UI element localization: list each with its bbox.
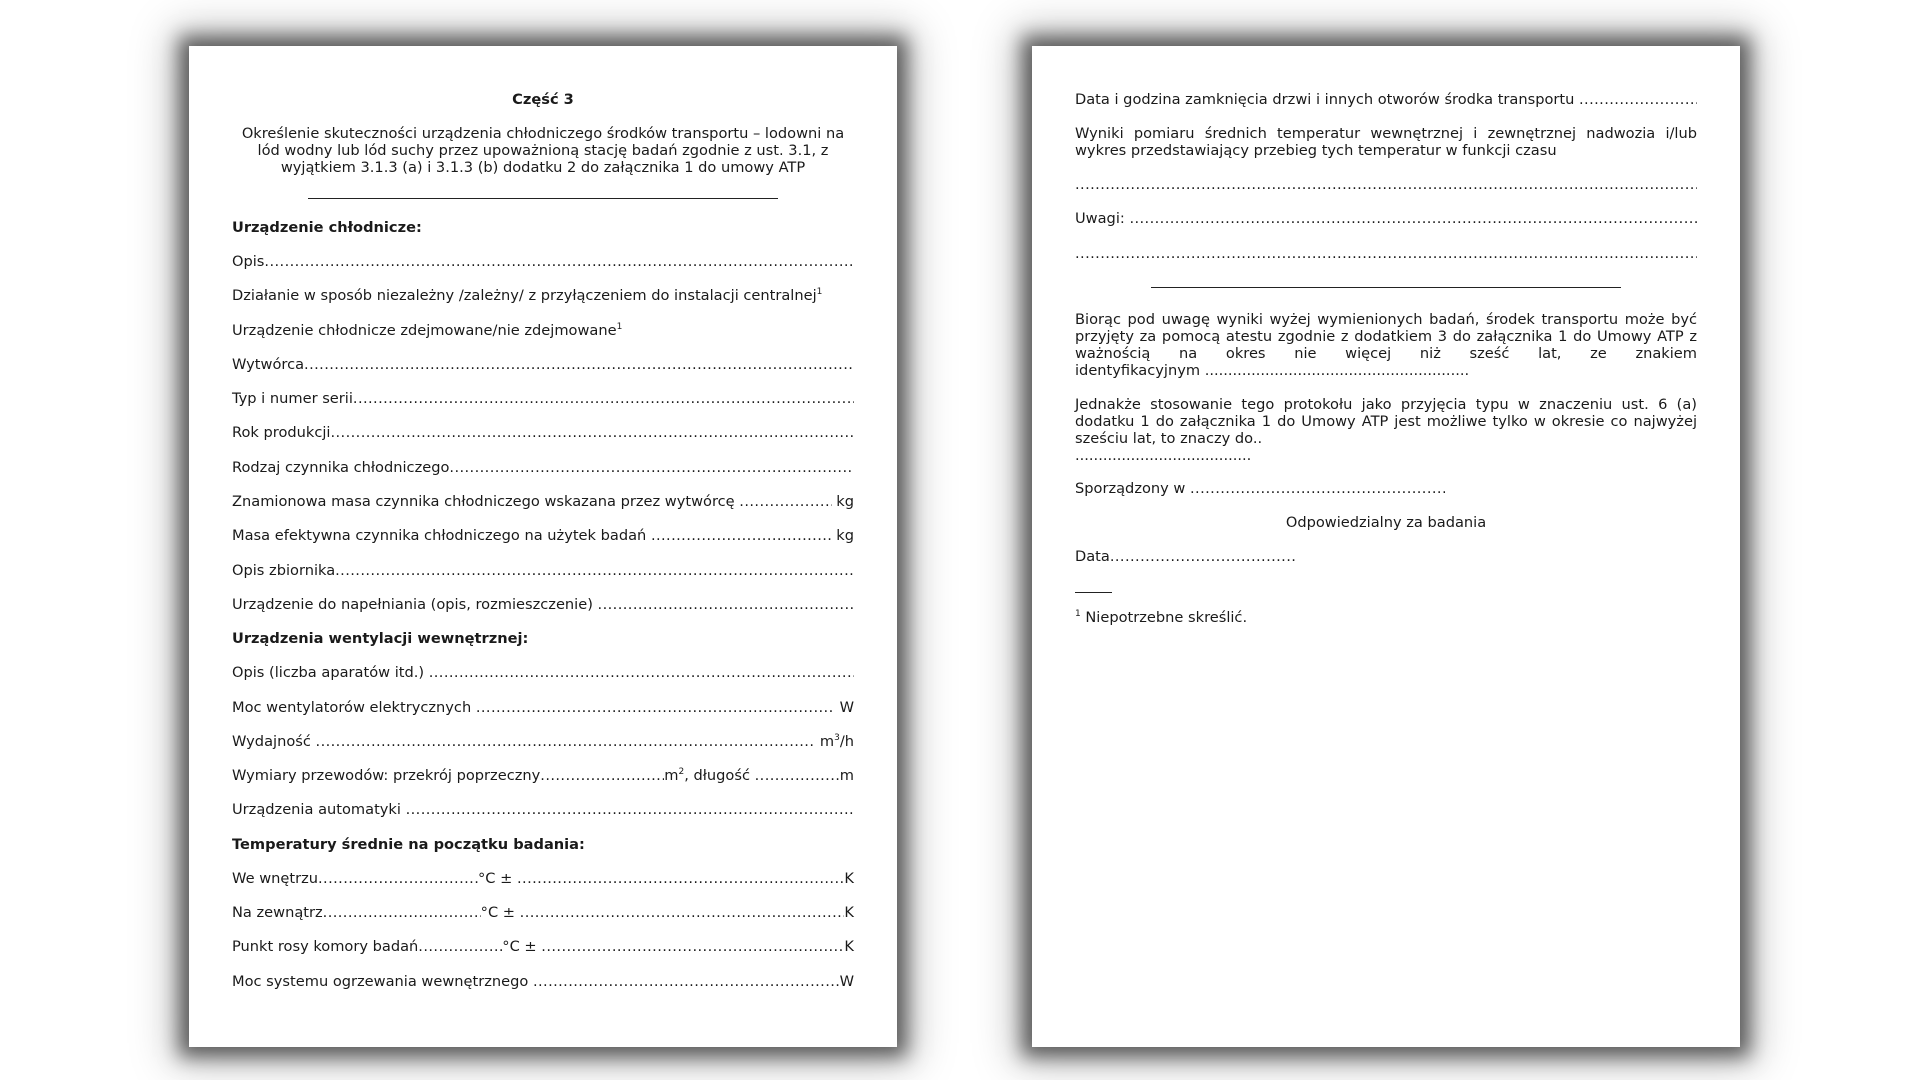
page-subtitle: Określenie skuteczności urządzenia chłodniczego środków transportu – lodowni na lód wodny lub lód suchy przez upoważnioną stację badań zgodnie z ust. 3.1, z wyjątkiem 3.1.3 (a) i 3.1.3 (b) dodatku 2 do załącznika 1 do umowy ATP [241,125,845,176]
field-label: Znamionowa masa czynnika chłodniczego wskazana przez wytwórcę [232,493,735,511]
field-zbiornik[interactable] [232,554,854,588]
field-uwagi[interactable] [1075,202,1697,236]
field-label: Data i godzina zamknięcia drzwi i innych otworów środka transportu [1075,91,1575,108]
unit-label: °C ± [502,938,537,956]
responsible-label: Odpowiedzialny za badania [1285,514,1487,532]
fill-dots [264,245,854,279]
unit-label: °C ± [478,869,513,887]
field-label: Moc systemu ogrzewania wewnętrznego [232,972,529,990]
field-label: Wymiary przewodów: przekrój poprzeczny [232,767,541,785]
field-uwagi-line[interactable] [1075,237,1697,271]
fill-dots-tolerance [541,930,844,964]
fill-dots [598,588,854,622]
unit-label: $m^2$ [664,767,685,785]
fill-dots [335,554,854,588]
fill-dots [406,793,854,827]
field-masa[interactable] [232,519,854,553]
fill-dots [1190,472,1445,506]
fill-dots [316,725,816,759]
field-label: Rok produkcji [232,424,331,442]
field-label: Na zewnątrz [232,904,323,922]
field-we-wnetrzu[interactable] [232,862,854,896]
paragraph-jednakze: Jednakże stosowanie tego protokołu jako przyjęcia typu w znaczeniu ust. 6 (a) dodatku 1 do załącznika 1 do Umowy ATP jest możliwe tylko w okresie co najwyżej sześciu lat, to znaczy do.. ...................................... [1075,395,1697,464]
field-label: Urządzenia automatyki [232,801,401,819]
field-rodzaj[interactable] [232,451,854,485]
field-label: Działanie w sposób niezależny /zależny/ z przyłączeniem do instalacji centralnej$^1$ [232,287,823,305]
fill-dots-identification[interactable]: ......................................................... [1204,361,1470,379]
page-right-content [1075,91,1697,626]
field-label: Masa efektywna czynnika chłodniczego na użytek badań [232,527,647,545]
fill-dots [429,656,854,690]
unit-label: W [839,698,854,716]
page-title: Część 3 [512,91,574,108]
fill-dots [1579,91,1697,108]
field-dzialanie [232,279,854,313]
field-label: Wytwórca [232,355,305,373]
document-page-right [1032,46,1740,1047]
fill-dots-temp [323,896,481,930]
fill-dots-przekroj [540,759,664,793]
fill-dots [1075,237,1697,271]
footnote-mark: 1 [616,321,623,332]
unit-label: K [844,904,854,922]
field-moc-ogrzewania[interactable] [232,965,854,999]
field-label: Data [1075,548,1110,566]
field-label: Punkt rosy komory badań [232,938,419,956]
field-moc-wentylatorow[interactable] [232,691,854,725]
field-label: Opis [232,253,265,270]
field-rok[interactable] [232,416,854,450]
field-opis[interactable] [232,245,854,279]
field-wymiary[interactable] [232,759,854,793]
fill-dots-temp [418,930,502,964]
field-punkt-rosy[interactable] [232,930,854,964]
unit-label: $m^3/h$ [819,732,854,750]
footnote [1075,609,1697,626]
unit-label: K [844,869,854,887]
field-automatyki[interactable] [232,793,854,827]
field-zdejmowane [232,314,854,348]
field-label: Wydajność [232,732,311,750]
document-page-left [189,46,897,1047]
footnote-rule [1075,592,1112,593]
fill-dots [533,965,840,999]
unit-label: °C ± [480,904,516,922]
unit-label: W [839,972,854,990]
field-wyniki-line[interactable] [1075,168,1697,202]
field-data-godzina[interactable] [1075,91,1697,108]
field-opis-aparatow[interactable] [232,656,854,690]
unit-label: K [844,938,854,956]
field-label: Sporządzony w [1075,479,1186,497]
footnote-mark: 1 [816,287,823,298]
fill-dots [353,382,854,416]
section-heading-ventilation: Urządzenia wentylacji wewnętrznej: [232,630,529,648]
fill-dots-tolerance [517,862,844,896]
paragraph-biorac: Biorąc pod uwagę wyniki wyżej wymienionych badań, środek transportu może być przyjęty za pomocą atestu zgodnie z dodatkiem 3 do załącznika 1 do Umowy ATP z ważnością na okres nie więcej niż sześć lat, ze znakiem identyfikacyjnym ......................................................... [1075,310,1697,379]
field-label: Moc wentylatorów elektrycznych [232,698,472,716]
fill-dots [739,485,831,519]
field-typ[interactable] [232,382,854,416]
field-label: Urządzenie do napełniania (opis, rozmieszczenie) [232,595,593,613]
field-label: Opis zbiornika [232,561,336,579]
page-left-content [232,91,854,999]
field-label: Uwagi: [1075,210,1125,228]
field-label: Urządzenie chłodnicze zdejmowane/nie zdejmowane$^1$ [232,321,623,339]
fill-dots [1075,168,1697,202]
fill-dots [1129,202,1697,236]
fill-dots [449,451,854,485]
fill-dots-date[interactable]: ...................................... [1075,446,1252,464]
section-heading-refrigeration: Urządzenie chłodnicze: [232,219,422,236]
field-label: Rodzaj czynnika chłodniczego [232,458,450,476]
unit-label: m [839,767,854,785]
fill-dots-temp [318,862,478,896]
fill-dots [651,519,832,553]
field-znamionowa[interactable] [232,485,854,519]
field-wydajnosc[interactable] [232,725,854,759]
field-sporzadzony[interactable] [1075,472,1445,506]
footnote-mark: 1 [1075,609,1081,620]
field-na-zewnatrz[interactable] [232,896,854,930]
section-heading-temperatures: Temperatury średnie na początku badania: [232,835,585,853]
fill-dots [1110,540,1295,574]
field-wytworca[interactable] [232,348,854,382]
field-label: Typ i numer serii [232,390,353,408]
field-napelnianie[interactable] [232,588,854,622]
field-label-dlugosc: , długość [684,767,750,785]
field-data[interactable] [1075,540,1295,574]
fill-dots-tolerance [520,896,845,930]
footnote-text: Niepotrzebne skreślić. [1085,609,1248,627]
fill-dots [304,348,854,382]
fill-dots [330,416,854,450]
field-label: We wnętrzu [232,869,318,887]
paragraph-wyniki: Wyniki pomiaru średnich temperatur wewnętrznej i zewnętrznej nadwozia i/lub wykres przedstawiający przebieg tych temperatur w funkcji czasu [1075,125,1697,159]
fill-dots [476,691,835,725]
field-label: Opis (liczba aparatów itd.) [232,664,425,682]
unit-label: kg [836,493,854,511]
fill-dots-dlugosc [755,759,840,793]
unit-label: kg [836,527,854,545]
